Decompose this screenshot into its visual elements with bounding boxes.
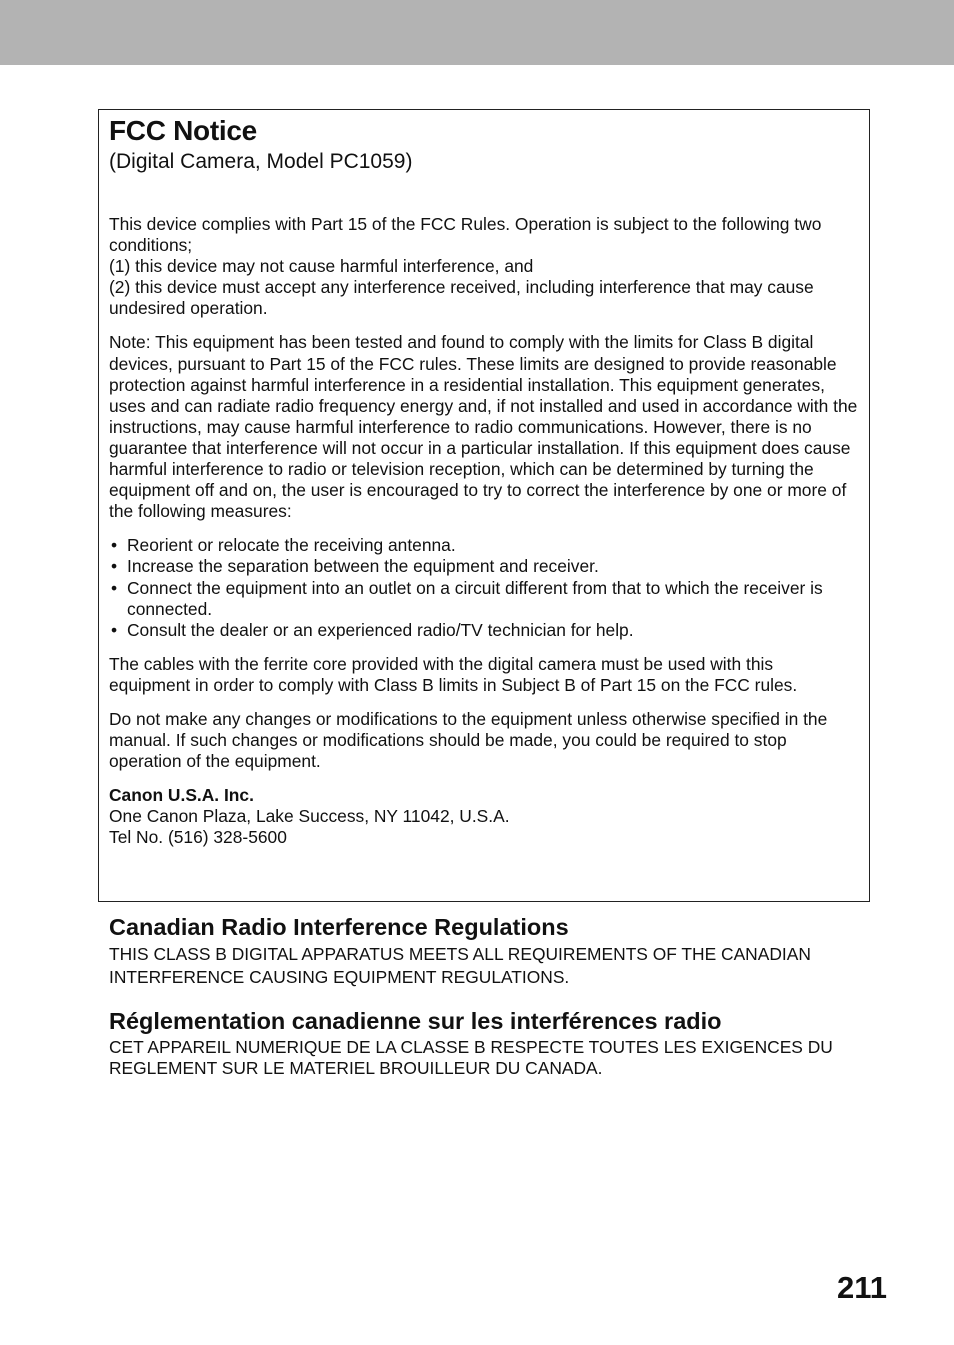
fcc-title: FCC Notice xyxy=(109,115,257,146)
list-item xyxy=(109,578,859,620)
fcc-note: Note: This equipment has been tested and found to comply with the limits for Class B digital devices, pursuant to Part 15 of the FCC rules. These limits are designed to provide reasonable protection against harmful interference in a residential installation. This equipment generates, uses and can radiate radio frequency energy and, if not installed and used in accordance with the instructions, may cause harmful interference to radio communications. However, there is no guarantee that interference will not occur in a particular installation. If this equipment does cause harmful interference to radio or television reception, which can be determined by turning the equipment off and on, the user is encouraged to try to correct the interference by one or more of the following measures: xyxy=(109,332,858,522)
list-item-text: Increase the separation between the equipment and receiver. xyxy=(127,556,599,577)
list-item xyxy=(109,620,859,641)
fcc-intro-line: (1) this device may not cause harmful interference, and xyxy=(109,256,534,277)
bullet-icon: • xyxy=(111,577,118,598)
bullet-icon: • xyxy=(111,619,118,640)
company-address: One Canon Plaza, Lake Success, NY 11042, U.S.A. xyxy=(109,806,510,827)
list-item xyxy=(109,535,859,556)
bullet-icon: • xyxy=(111,556,118,577)
reglementation-section xyxy=(109,1008,869,1079)
canadian-text: THIS CLASS B DIGITAL APPARATUS MEETS ALL REQUIREMENTS OF THE CANADIAN INTERFERENCE CAUSING EQUIPMENT REGULATIONS. xyxy=(109,944,811,987)
fcc-measures-list xyxy=(109,535,859,640)
fcc-intro-line: (2) this device must accept any interference received, including interference that may cause undesired operation. xyxy=(109,277,814,319)
list-item-text: Reorient or relocate the receiving antenna. xyxy=(127,535,456,556)
reglementation-title: Réglementation canadienne sur les interférences radio xyxy=(109,1008,722,1034)
list-item-text: Consult the dealer or an experienced radio/TV technician for help. xyxy=(127,619,634,640)
list-item-text: Connect the equipment into an outlet on a circuit different from that to which the receiver is connected. xyxy=(127,577,823,619)
canadian-title: Canadian Radio Interference Regulations xyxy=(109,914,569,940)
reglementation-text: CET APPAREIL NUMERIQUE DE LA CLASSE B RESPECTE TOUTES LES EXIGENCES DU REGLEMENT SUR LE MATERIEL BROUILLEUR DU CANADA. xyxy=(109,1037,833,1078)
bullet-icon: • xyxy=(111,535,118,556)
fcc-changes-paragraph: Do not make any changes or modifications to the equipment unless otherwise specified in the manual. If such changes or modifications should be made, you could be required to stop operation of the equipment. xyxy=(109,708,828,772)
fcc-intro-line: This device complies with Part 15 of the FCC Rules. Operation is subject to the following two conditions; xyxy=(109,214,822,256)
list-item xyxy=(109,556,859,577)
fcc-notice-box xyxy=(98,109,870,902)
company-block xyxy=(109,785,859,848)
company-name: Canon U.S.A. Inc. xyxy=(109,785,254,806)
fcc-subtitle: (Digital Camera, Model PC1059) xyxy=(109,150,413,173)
fcc-cables-paragraph: The cables with the ferrite core provided with the digital camera must be used with this equipment in order to comply with Class B limits in Subject B of Part 15 on the FCC rules. xyxy=(109,653,798,695)
fcc-intro xyxy=(109,214,859,319)
page-number: 211 xyxy=(836,1270,887,1305)
header-band xyxy=(0,0,954,65)
company-tel: Tel No. (516) 328-5600 xyxy=(109,827,287,848)
canadian-section xyxy=(109,914,869,988)
